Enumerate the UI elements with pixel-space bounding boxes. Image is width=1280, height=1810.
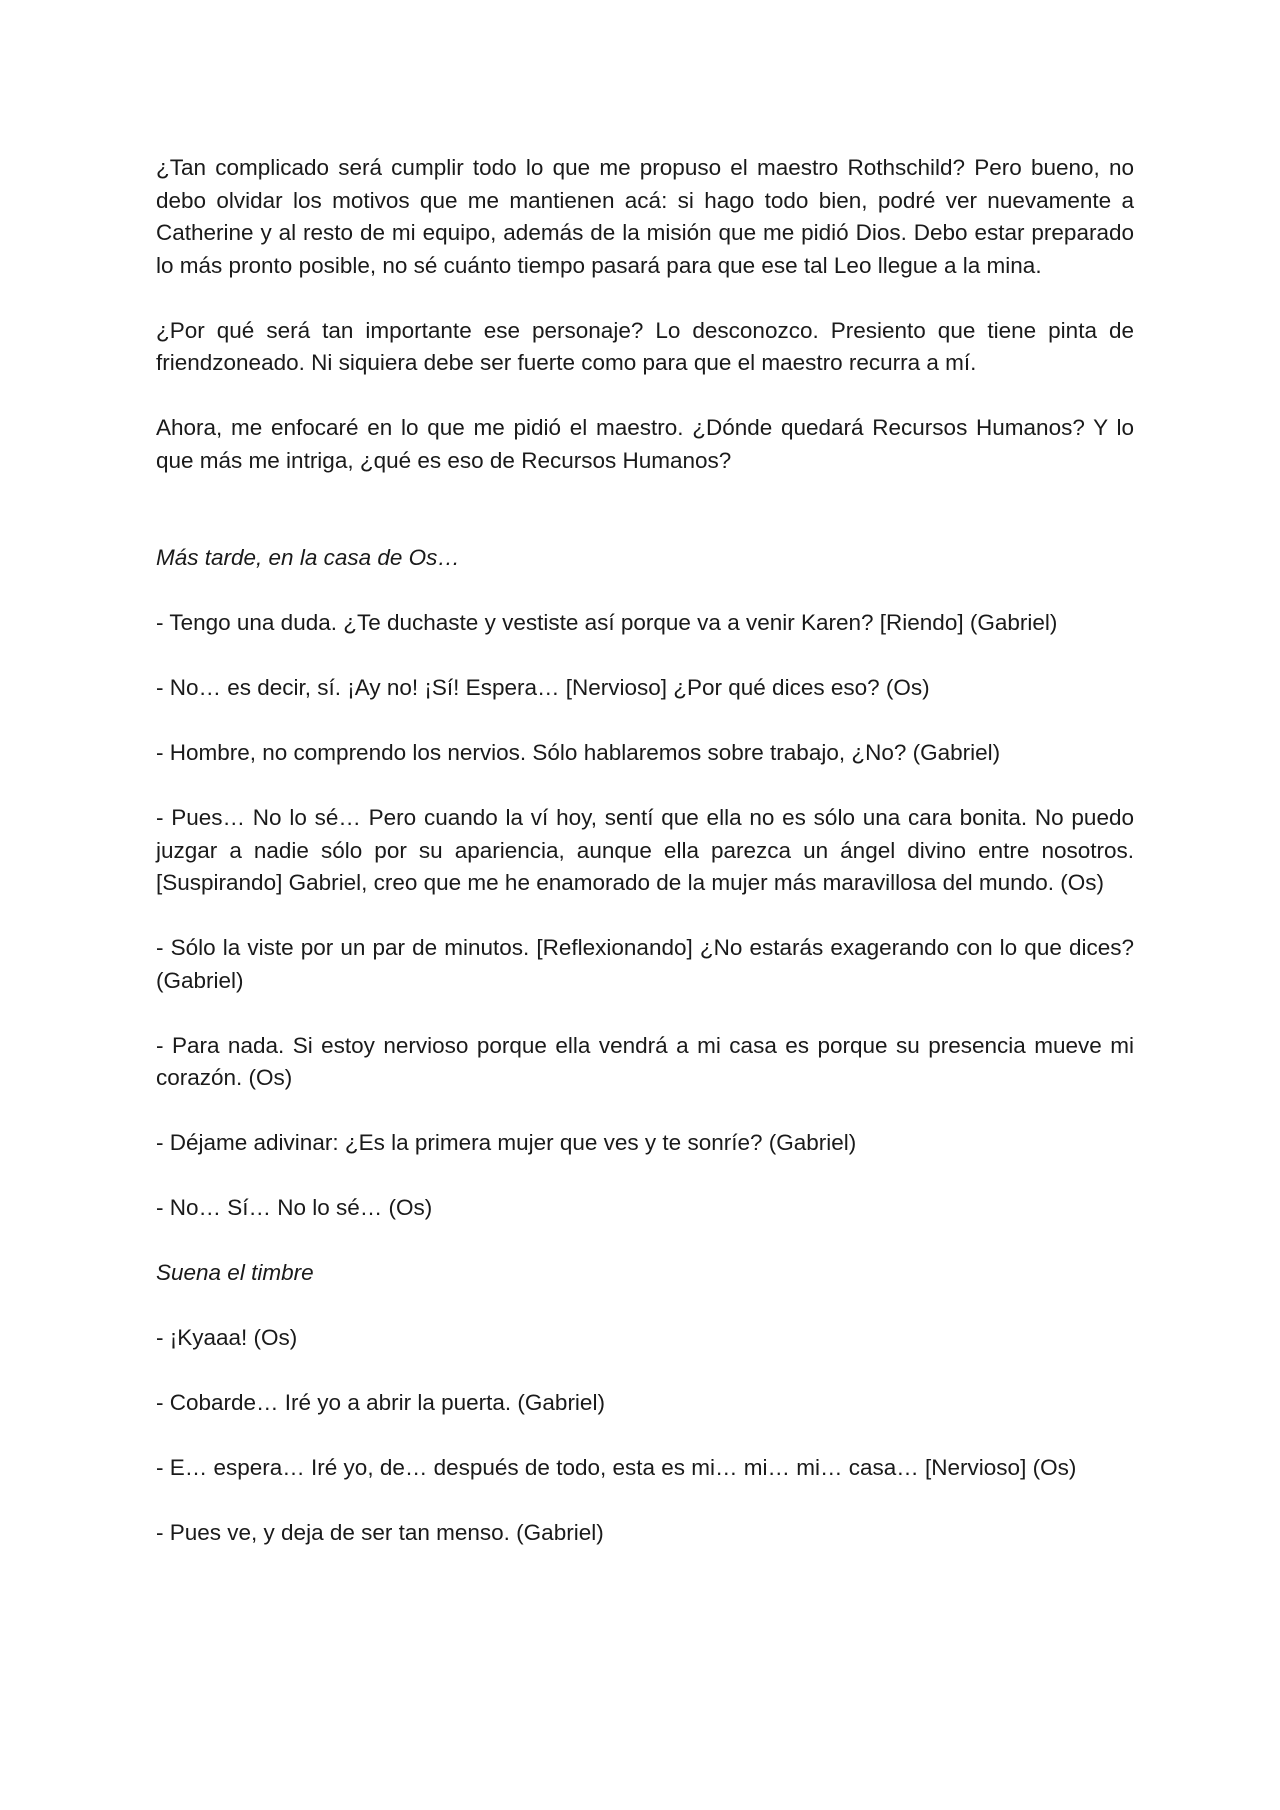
dialogue-line: - Para nada. Si estoy nervioso porque ella vendrá a mi casa es porque su presencia mueve mi corazón. (Os) bbox=[156, 1032, 1134, 1090]
blank-line bbox=[156, 510, 1134, 543]
dialogue-line: - Pues… No lo sé… Pero cuando la ví hoy, sentí que ella no es sólo una cara bonita. No puedo juzgar a nadie sólo por su apariencia, aunque ella parezca un ángel divino entre nosotros. [Suspirando] Gabriel, creo que me he enamorado de la mujer más maravillosa del mundo. (Os) bbox=[156, 805, 1134, 895]
document-page bbox=[156, 152, 1134, 1582]
dialogue-line: - Pues ve, y deja de ser tan menso. (Gabriel) bbox=[156, 1520, 604, 1545]
dialogue-line: - Cobarde… Iré yo a abrir la puerta. (Gabriel) bbox=[156, 1390, 605, 1415]
narration-paragraph: Ahora, me enfocaré en lo que me pidió el maestro. ¿Dónde quedará Recursos Humanos? Y lo que más me intriga, ¿qué es eso de Recursos Humanos? bbox=[156, 415, 1134, 473]
dialogue-line: - Hombre, no comprendo los nervios. Sólo hablaremos sobre trabajo, ¿No? (Gabriel) bbox=[156, 740, 1001, 765]
dialogue-line: - ¡Kyaaa! (Os) bbox=[156, 1325, 298, 1350]
dialogue-line: - Sólo la viste por un par de minutos. [Reflexionando] ¿No estarás exagerando con lo que dices? (Gabriel) bbox=[156, 935, 1134, 993]
dialogue-line: - No… Sí… No lo sé… (Os) bbox=[156, 1195, 433, 1220]
dialogue-line: - Tengo una duda. ¿Te duchaste y vestiste así porque va a venir Karen? [Riendo] (Gabriel) bbox=[156, 610, 1058, 635]
narration-paragraph: ¿Por qué será tan importante ese personaje? Lo desconozco. Presiento que tiene pinta de friendzoneado. Ni siquiera debe ser fuerte como para que el maestro recurra a mí. bbox=[156, 317, 1134, 375]
scene-direction: Suena el timbre bbox=[156, 1260, 314, 1285]
dialogue-line: - Déjame adivinar: ¿Es la primera mujer que ves y te sonríe? (Gabriel) bbox=[156, 1130, 857, 1155]
dialogue-line: - E… espera… Iré yo, de… después de todo, esta es mi… mi… mi… casa… [Nervioso] (Os) bbox=[156, 1455, 1077, 1480]
scene-direction: Más tarde, en la casa de Os… bbox=[156, 545, 460, 570]
narration-paragraph: ¿Tan complicado será cumplir todo lo que me propuso el maestro Rothschild? Pero bueno, no debo olvidar los motivos que me mantienen acá: si hago todo bien, podré ver nuevamente a Catherine y al resto de mi equipo, además de la misión que me pidió Dios. Debo estar preparado lo más pronto posible, no sé cuánto tiempo pasará para que ese tal Leo llegue a la mina. bbox=[156, 155, 1134, 278]
dialogue-line: - No… es decir, sí. ¡Ay no! ¡Sí! Espera… [Nervioso] ¿Por qué dices eso? (Os) bbox=[156, 675, 930, 700]
